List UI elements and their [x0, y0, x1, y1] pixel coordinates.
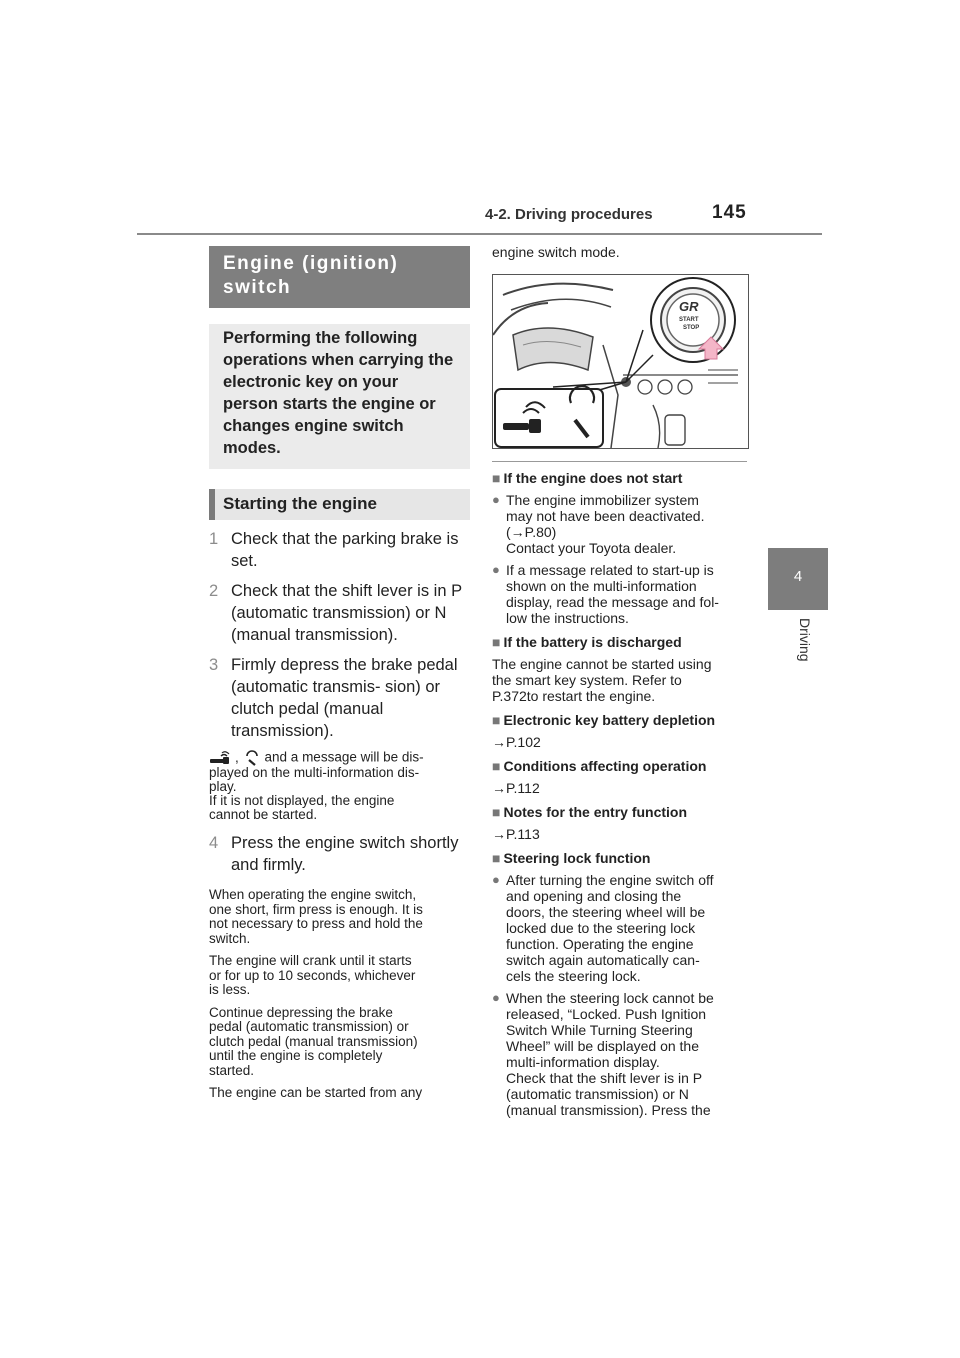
step-4 [209, 832, 470, 876]
icon-separator: , [235, 750, 239, 765]
step-number: 1 [209, 530, 219, 548]
ref-key-battery[interactable]: →P.102 [492, 734, 541, 750]
heading-battery: ■ If the battery is discharged [492, 634, 682, 650]
icon-note [209, 750, 470, 822]
step-number: 3 [209, 656, 219, 674]
section-heading: Engine (ignition) switch [209, 246, 470, 308]
gr-logo: GR [679, 299, 699, 314]
header-section-title: 4-2. Driving procedures [485, 206, 653, 223]
step-2 [209, 580, 470, 646]
engine-switch-illustration [492, 274, 749, 449]
button-label-start: START [679, 317, 699, 323]
bullet-steering-lock-1: ● After turning the engine switch off and opening and closing the doors, the steering wheel will be locked due to the steering lock function. Operating the engine switch again automatically can- cels the steering lock. [492, 872, 714, 984]
intro-box: Performing the following operations when carrying the electronic key on your person starts the engine or changes engine switch modes. [209, 324, 470, 469]
step-number: 2 [209, 582, 219, 600]
header-divider [137, 233, 822, 235]
figure-divider [492, 461, 747, 462]
chapter-tab[interactable]: 4 [768, 548, 828, 610]
ref-conditions[interactable]: →P.112 [492, 780, 540, 796]
step-1 [209, 528, 470, 572]
button-label-stop: STOP [683, 325, 700, 331]
icon-note-text: and a message will be dis- played on the multi-information dis- play. If it is not displayed, the engine cannot be started. [209, 749, 424, 822]
step-text: Check that the shift lever is in P (automatic transmission) or N (manual transmission). [231, 582, 462, 644]
subsection-heading: Starting the engine [209, 489, 470, 520]
paragraph-depress: Continue depressing the brake pedal (automatic transmission) or clutch pedal (manual transmission) until the engine is completely started. [209, 1004, 418, 1078]
foot-pedal-icon [243, 750, 261, 766]
ref-entry[interactable]: →P.113 [492, 826, 540, 842]
heading-entry: ■ Notes for the entry function [492, 804, 688, 820]
text-battery: The engine cannot be started using the smart key system. Refer to P.372to restart the engine. [492, 656, 712, 704]
paragraph-press: When operating the engine switch, one short, firm press is enough. It is not necessary to press and hold the switch. [209, 887, 423, 946]
heading-not-start: ■ If the engine does not start [492, 470, 683, 486]
smart-key-icon [209, 751, 231, 765]
step-text: Firmly depress the brake pedal (automatic transmis- sion) or clutch pedal (manual transmission). [231, 656, 458, 740]
bullet-steering-lock-2: ● When the steering lock cannot be released, “Locked. Push Ignition Switch While Turning Steering Wheel” will be displayed on the multi-information display. Check that the shift lever is in P (automatic transmission) or N (manual transmission). Press the [492, 990, 714, 1118]
continued-text: engine switch mode. [492, 244, 620, 260]
step-text: Check that the parking brake is set. [231, 530, 459, 570]
chapter-tab-label: Driving [797, 618, 813, 662]
bullet-startup-message: ● If a message related to start-up is shown on the multi-information display, read the message and fol- low the instructions. [492, 562, 719, 626]
left-column [209, 246, 470, 1101]
step-text: Press the engine switch shortly and firmly. [231, 834, 459, 874]
right-column [492, 242, 752, 1118]
page-number: 145 [712, 202, 747, 223]
dashboard-drawing [493, 275, 748, 448]
heading-conditions: ■ Conditions affecting operation [492, 758, 707, 774]
heading-key-battery: ■ Electronic key battery depletion [492, 712, 716, 728]
paragraph-any-mode: The engine can be started from any [209, 1085, 423, 1100]
bullet-immobilizer: ● The engine immobilizer system may not have been deactivated. (→P.80) Contact your Toyota dealer. [492, 492, 705, 556]
step-number: 4 [209, 834, 219, 852]
paragraph-crank: The engine will crank until it starts or for up to 10 seconds, whichever is less. [209, 953, 416, 997]
heading-steering-lock: ■ Steering lock function [492, 850, 651, 866]
step-3 [209, 654, 470, 742]
